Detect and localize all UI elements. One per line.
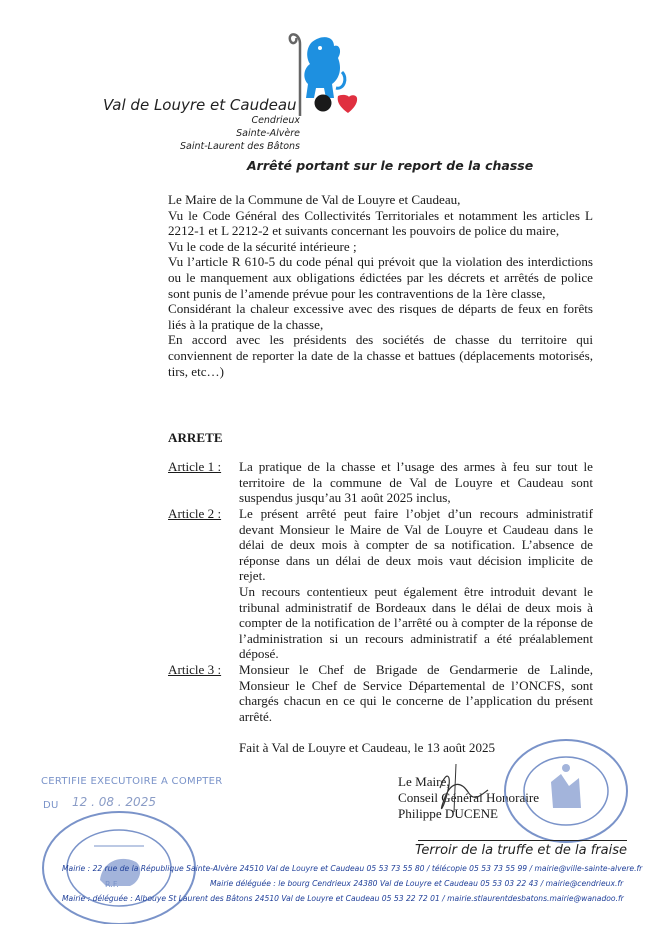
village-cendrieux: Cendrieux [251,115,300,126]
village-saint-laurent: Saint-Laurent des Bâtons [179,141,300,152]
footer-mairie: Mairie : 22 rue de la République Sainte-Alvère 24510 Val de Louyre et Caudeau 05 53 73 55 80 / télécopie 05 53 73 55 99 / mairie@ville-sainte-alvere.fr [62,864,643,873]
preamble-securite: Vu le code de la sécurité intérieure ; [168,238,357,254]
preamble-accord: En accord avec les présidents des sociétés de chasse du territoire qui conviennent de reporter la date de la chasse et battues (déplacements motorisés, tirs, etc…) [168,332,593,379]
article-1-text: La pratique de la chasse et l’usage des armes à feu sur tout le territoire de la commune de Val de Louyre et Caudeau sont suspendus jusqu’au 31 août 2025 inclus, [239,459,593,506]
fait-a-date: Fait à Val de Louyre et Caudeau, le 13 août 2025 [239,740,496,755]
signature-name: Philippe DUCENE [398,806,499,821]
preamble-cgct: Vu le Code Général des Collectivités Territoriales et notamment les articles L 2212-1 et L 2212-2 et suivants concernant les pouvoirs de police du maire, [168,207,593,239]
preamble-code-penal: Vu l’article R 610-5 du code pénal qui prévoit que la violation des interdictions ou le manquement aux obligations édictées par les décrets et arrêtés de police sont punis de l’amende prévue pour les contraventions de la 1ère classe, [168,254,593,301]
motto: Terroir de la truffe et de la fraise [415,843,627,858]
stamp-executoire-du: DU [43,800,59,811]
document-title: Arrêté portant sur le report de la chasse [247,158,534,173]
stamp-executoire-line1: CERTIFIE EXECUTOIRE A COMPTER [41,776,223,787]
preamble [168,192,593,379]
signature-role: Conseil Général Honoraire [398,790,540,805]
village-sainte-alvere: Sainte-Alvère [236,128,300,139]
article-2-text: Le présent arrêté peut faire l’objet d’un recours administratif devant Monsieur le Maire de Val de Louyre et Caudeau dans le délai de deux mois à compter de sa notification. L’absence de réponse dans un délai de deux mois vaut décision implicite de rejet. [239,506,593,584]
preamble-considerant: Considérant la chaleur excessive avec des risques de départs de feux en forêts liés à la pratique de la chasse, [168,301,593,332]
footer-cendrieux: Mairie déléguée : le bourg Cendrieux 24380 Val de Louyre et Caudeau 05 53 03 22 43 / mairie@cendrieux.fr [210,879,624,888]
arrete-heading: ARRETE [168,430,223,445]
preamble-maire: Le Maire de la Commune de Val de Louyre et Caudeau, [168,192,461,207]
article-2-text-recours: Un recours contentieux peut également être introduit devant le tribunal administratif de Bordeaux dans le délai de deux mois à compter de la notification de l’arrêté ou à compter de la réponse de l’administration si un recours administratif a été préalablement déposé. [239,584,593,662]
article-3-label: Article 3 : [168,662,222,677]
stamp-executoire-date: 12 . 08 . 2025 [72,795,156,809]
article-1-label: Article 1 : [168,459,222,474]
article-3-text: Monsieur le Chef de Brigade de Gendarmerie de Lalinde, Monsieur le Chef de Service Départemental de l’ONCFS, sont chargés chacun en ce qui le concerne de l’application du présent arrêté. [239,662,593,724]
footer-rule [418,840,627,841]
article-2-label: Article 2 : [168,506,222,521]
mairie-seal-right [503,738,629,844]
seal-rf: R.F. [105,880,119,889]
footer-saint-laurent: Mairie : déléguée : Albouye St Laurent des Bâtons 24510 Val de Louyre et Caudeau 05 53 22 72 01 / mairie.stlaurentdesbatons.mairie@wanadoo.fr [62,894,624,903]
commune-name: Val de Louyre et Caudeau [103,96,297,114]
truffle-strawberry-icon [312,92,358,114]
signature-title: Le Maire, [398,774,450,789]
